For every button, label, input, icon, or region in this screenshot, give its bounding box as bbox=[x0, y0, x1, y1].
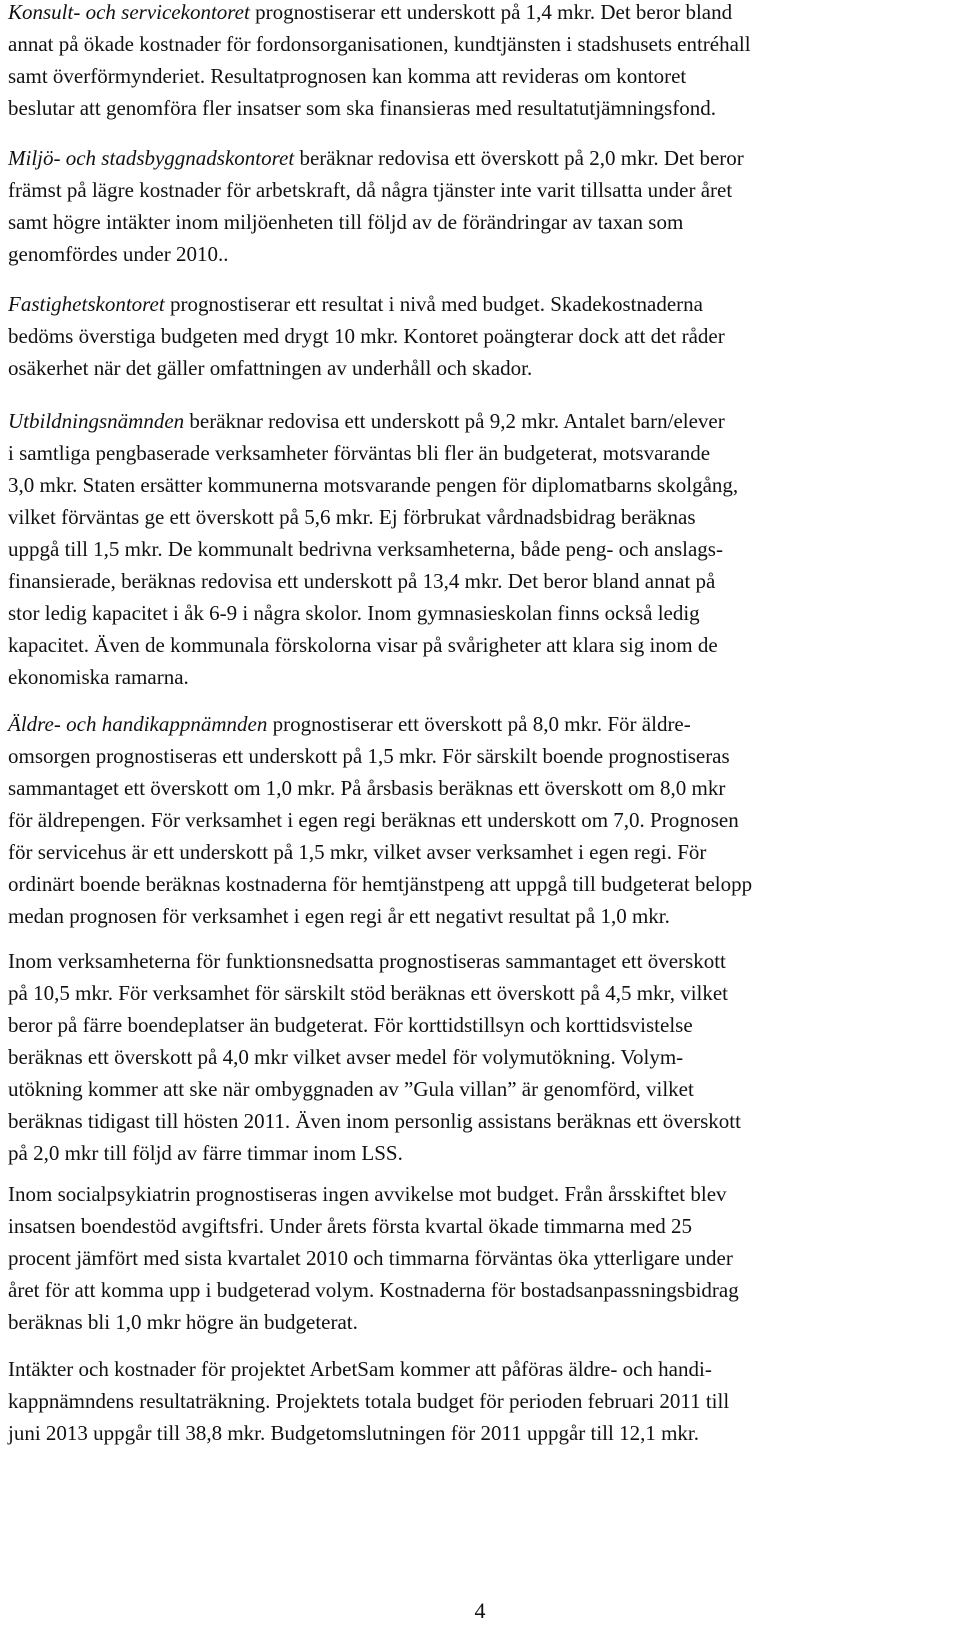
paragraph-line: beräknas ett överskott på 4,0 mkr vilket avser medel för volymutökning. Volym- bbox=[8, 1045, 684, 1069]
paragraph-line: samt högre intäkter inom miljöenheten till följd av de förändringar av taxan som bbox=[8, 210, 684, 234]
paragraph-line: finansierade, beräknas redovisa ett underskott på 13,4 mkr. Det beror bland annat på bbox=[8, 569, 716, 593]
paragraph-fastighetskontoret bbox=[8, 288, 725, 384]
paragraph-line: Inom socialpsykiatrin prognostiseras ingen avvikelse mot budget. Från årsskiftet blev bbox=[8, 1182, 727, 1206]
paragraph-lead: Äldre- och handikappnämnden bbox=[8, 712, 268, 736]
paragraph-line: främst på lägre kostnader för arbetskraft, då några tjänster inte varit tillsatta under året bbox=[8, 178, 733, 202]
paragraph-line: på 2,0 mkr till följd av färre timmar inom LSS. bbox=[8, 1141, 403, 1165]
page-number: 4 bbox=[474, 1598, 486, 1623]
paragraph-line: ordinärt boende beräknas kostnaderna för hemtjänstpeng att uppgå till budgeterat belopp bbox=[8, 872, 753, 896]
paragraph-line: osäkerhet när det gäller omfattningen av underhåll och skador. bbox=[8, 356, 533, 380]
paragraph-line: prognostiserar ett överskott på 8,0 mkr. För äldre- bbox=[267, 712, 691, 736]
paragraph-socialpsykiatrin bbox=[8, 1178, 739, 1338]
paragraph-line: sammantaget ett överskott om 1,0 mkr. På årsbasis beräknas ett överskott om 8,0 mkr bbox=[8, 776, 726, 800]
paragraph-line: i samtliga pengbaserade verksamheter förväntas bli fler än budgeterat, motsvarande bbox=[8, 441, 711, 465]
paragraph-line: vilket förväntas ge ett överskott på 5,6 mkr. Ej förbrukat vårdnadsbidrag beräknas bbox=[8, 505, 696, 529]
paragraph-line: samt överförmynderiet. Resultatprognosen kan komma att revideras om kontoret bbox=[8, 64, 687, 88]
paragraph-line: ekonomiska ramarna. bbox=[8, 665, 189, 689]
paragraph-line: beror på färre boendeplatser än budgeterat. För korttidstillsyn och korttidsvistelse bbox=[8, 1013, 693, 1037]
paragraph-utbildningsnamnden bbox=[8, 405, 738, 693]
paragraph-line: omsorgen prognostiseras ett underskott på 1,5 mkr. För särskilt boende prognostiseras bbox=[8, 744, 730, 768]
paragraph-line: beräknas tidigast till hösten 2011. Även inom personlig assistans beräknas ett överskott bbox=[8, 1109, 741, 1133]
paragraph-line: prognostiserar ett underskott på 1,4 mkr. Det beror bland bbox=[249, 0, 733, 24]
paragraph-line: Inom verksamheterna för funktionsnedsatta prognostiseras sammantaget ett överskott bbox=[8, 949, 726, 973]
paragraph-line: insatsen boendestöd avgiftsfri. Under årets första kvartal ökade timmarna med 25 bbox=[8, 1214, 693, 1238]
paragraph-lead: Fastighetskontoret bbox=[8, 292, 165, 316]
paragraph-miljo-stadsbyggnadskontoret bbox=[8, 142, 744, 270]
paragraph-lead: Konsult- och servicekontoret bbox=[8, 0, 250, 24]
paragraph-line: genomfördes under 2010.. bbox=[8, 242, 229, 266]
paragraph-line: utökning kommer att ske när ombyggnaden av ”Gula villan” är genomförd, vilket bbox=[8, 1077, 694, 1101]
paragraph-line: för servicehus är ett underskott på 1,5 mkr, vilket avser verksamhet i egen regi. För bbox=[8, 840, 707, 864]
paragraph-line: Intäkter och kostnader för projektet ArbetSam kommer att påföras äldre- och handi- bbox=[8, 1357, 712, 1381]
paragraph-line: på 10,5 mkr. För verksamhet för särskilt stöd beräknas ett överskott på 4,5 mkr, vilket bbox=[8, 981, 729, 1005]
paragraph-arbetsam bbox=[8, 1353, 729, 1449]
paragraph-line: medan prognosen för verksamhet i egen regi år ett negativt resultat på 1,0 mkr. bbox=[8, 904, 670, 928]
paragraph-line: beräknar redovisa ett överskott på 2,0 mkr. Det beror bbox=[294, 146, 744, 170]
paragraph-lead: Utbildningsnämnden bbox=[8, 409, 185, 433]
paragraph-line: beslutar att genomföra fler insatser som ska finansieras med resultatutjämningsfond. bbox=[8, 96, 716, 120]
paragraph-line: för äldrepengen. För verksamhet i egen regi beräknas ett underskott om 7,0. Prognosen bbox=[8, 808, 739, 832]
paragraph-line: 3,0 mkr. Staten ersätter kommunerna motsvarande pengen för diplomatbarns skolgång, bbox=[8, 473, 739, 497]
paragraph-line: stor ledig kapacitet i åk 6-9 i några skolor. Inom gymnasieskolan finns också ledig bbox=[8, 601, 700, 625]
paragraph-line: uppgå till 1,5 mkr. De kommunalt bedrivna verksamheterna, både peng- och anslags- bbox=[8, 537, 723, 561]
paragraph-konsult-servicekontoret bbox=[8, 0, 751, 124]
paragraph-line: beräknas bli 1,0 mkr högre än budgeterat. bbox=[8, 1310, 358, 1334]
paragraph-line: bedöms överstiga budgeten med drygt 10 mkr. Kontoret poängterar dock att det råder bbox=[8, 324, 725, 348]
paragraph-line: juni 2013 uppgår till 38,8 mkr. Budgetomslutningen för 2011 uppgår till 12,1 mkr. bbox=[8, 1421, 700, 1445]
paragraph-line: kappnämndens resultaträkning. Projektets totala budget för perioden februari 2011 till bbox=[8, 1389, 730, 1413]
paragraph-line: prognostiserar ett resultat i nivå med budget. Skadekostnaderna bbox=[164, 292, 703, 316]
paragraph-line: beräknar redovisa ett underskott på 9,2 mkr. Antalet barn/elever bbox=[184, 409, 725, 433]
paragraph-funktionsnedsatta bbox=[8, 945, 741, 1169]
paragraph-aldre-handikappnamnden bbox=[8, 708, 752, 932]
paragraph-line: annat på ökade kostnader för fordonsorganisationen, kundtjänsten i stadshusets entréhall bbox=[8, 32, 751, 56]
paragraph-line: året för att komma upp i budgeterad volym. Kostnaderna för bostadsanpassningsbidrag bbox=[8, 1278, 739, 1302]
paragraph-lead: Miljö- och stadsbyggnadskontoret bbox=[8, 146, 295, 170]
paragraph-line: procent jämfört med sista kvartalet 2010 och timmarna förväntas öka ytterligare under bbox=[8, 1246, 733, 1270]
paragraph-line: kapacitet. Även de kommunala förskolorna visar på svårigheter att klara sig inom de bbox=[8, 633, 718, 657]
